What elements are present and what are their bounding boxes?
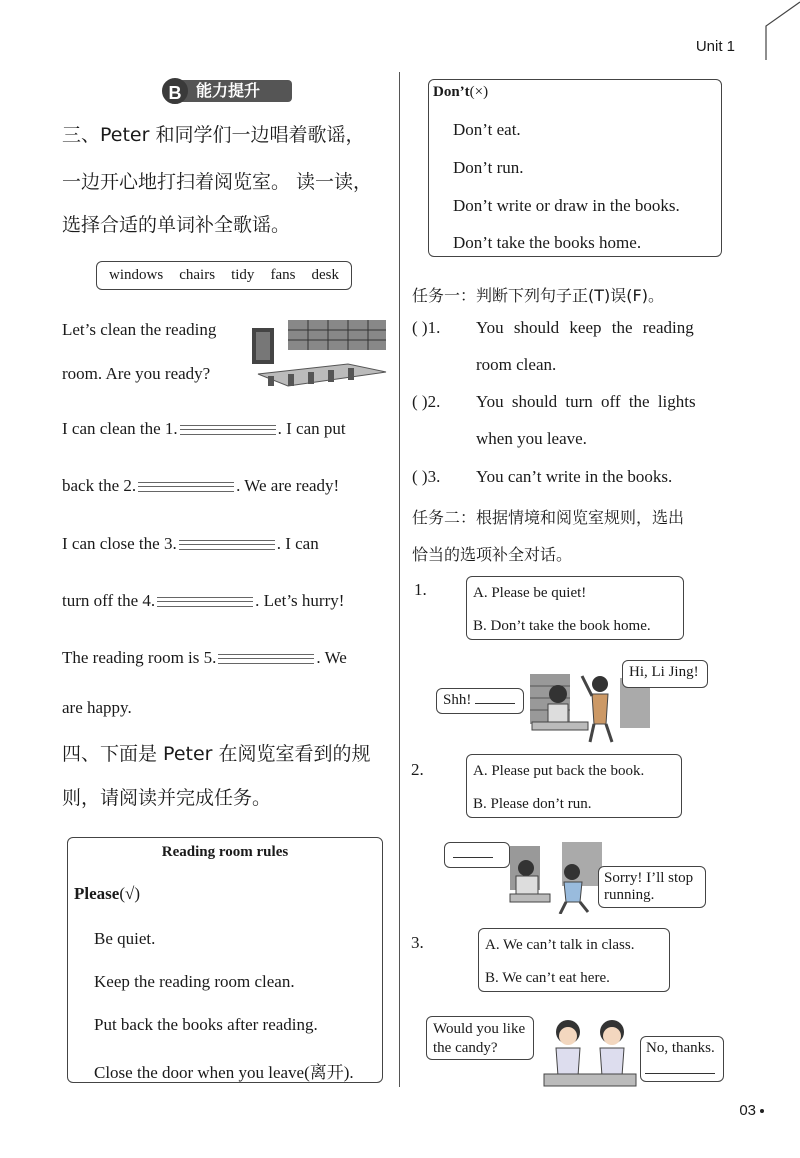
answer-blank-1[interactable] [180,425,276,435]
section-badge [162,78,292,104]
please-rule: Put back the books after reading. [94,1015,318,1034]
dont-rule: Don’t eat. [453,120,521,139]
task1-item-1-line1: You should keep the reading [476,318,694,337]
dont-rule: Don’t take the books home. [453,233,642,252]
task2-title-line-1: 任务二：根据情境和阅览室规则，选出 [412,508,685,527]
answer-blank[interactable] [453,857,493,858]
page-number: 03 [739,1102,756,1119]
task1-item-1: ( )1. [412,318,441,337]
corner-decoration [754,0,800,60]
q3-title-line-2: 一边开心地打扫着阅览室。 读一读， [62,171,373,193]
badge-title: 能力提升 [176,80,292,102]
task2-item-number: 1. [414,580,427,599]
chant-line-2: room. Are you ready? [62,364,211,383]
word-bank [96,261,352,290]
task1-item-3-line1: You can’t write in the books. [476,467,673,486]
task1-item-2-line1: You should turn off the lights [476,392,696,411]
answer-blank[interactable] [475,703,515,704]
speech-bubble-reply: No, thanks. [640,1036,724,1082]
please-heading: Please(√) [74,884,140,903]
chant-line-8: are happy. [62,698,132,717]
answer-blank-3[interactable] [179,540,275,550]
please-rule: Close the door when you leave(离开). [94,1063,354,1082]
chant-line-5: I can close the 3. . I can [62,534,319,553]
word-bank-item: tidy [231,267,255,283]
task1-item-2-line2: when you leave. [476,429,587,448]
q4-title-line-2: 则，请阅读并完成任务。 [62,787,272,809]
please-rules-box [67,837,383,1083]
answer-blank-2[interactable] [138,482,234,492]
rules-title: Reading room rules [161,844,289,860]
speech-bubble-greeting: Hi, Li Jing! [622,660,708,688]
task1-item-1-line2: room clean. [476,355,557,374]
q4-title-line-1: 四、下面是 Peter 在阅览室看到的规 [62,743,371,765]
q3-title-line-3: 选择合适的单词补全歌谣。 [62,214,291,236]
chant-line-1: Let’s clean the reading [62,320,217,339]
word-bank-item: desk [311,267,339,283]
option-a[interactable]: A. Please put back the book. [473,763,645,779]
dont-heading: Don’t(×) [433,84,489,100]
chant-line-7: The reading room is 5. . We [62,648,347,667]
answer-blank-4[interactable] [157,597,253,607]
word-bank-item: chairs [179,267,216,283]
task2-item-number: 2. [411,760,424,779]
speech-bubble-shh: Shh! [436,688,524,714]
speech-bubble-sorry: Sorry! I’ll stop running. [598,866,706,908]
task2-title-line-2: 恰当的选项补全对话。 [412,545,573,564]
page-dot [760,1109,764,1113]
chant-line-6: turn off the 4. . Let’s hurry! [62,591,345,610]
chant-line-3: I can clean the 1. . I can put [62,419,346,438]
task1-item-2: ( )2. [412,392,441,411]
answer-paren[interactable]: ( ) [412,392,428,411]
option-b[interactable]: B. Don’t take the book home. [473,618,651,634]
column-divider [399,72,400,1087]
badge-letter: B [162,78,188,104]
please-rule: Be quiet. [94,929,156,948]
answer-paren[interactable]: ( ) [412,318,428,337]
task2-item-number: 3. [411,933,424,952]
task1-title: 任务一：判断下列句子正(T)误(F)。 [412,286,664,305]
word-bank-item: windows [109,267,164,283]
option-a[interactable]: A. Please be quiet! [473,585,587,601]
dont-rules-box [428,79,722,257]
please-rule: Keep the reading room clean. [94,972,295,991]
speech-bubble-answer [444,842,510,868]
options-box-3 [478,928,670,992]
answer-paren[interactable]: ( ) [412,467,428,486]
answer-blank-5[interactable] [218,654,314,664]
options-box-1 [466,576,684,640]
option-b[interactable]: B. We can’t eat here. [485,970,610,986]
reading-room-illustration [248,316,390,388]
q3-title-line-1: 三、Peter 和同学们一边唱着歌谣， [62,124,365,146]
speech-bubble-offer: Would you like the candy? [426,1016,534,1060]
dont-rule: Don’t run. [453,158,524,177]
answer-blank[interactable] [645,1073,715,1074]
dont-rule: Don’t write or draw in the books. [453,196,680,215]
scene-3-illustration [540,1016,640,1088]
option-a[interactable]: A. We can’t talk in class. [485,937,635,953]
options-box-2 [466,754,682,818]
chant-line-4: back the 2. . We are ready! [62,476,340,495]
option-b[interactable]: B. Please don’t run. [473,796,592,812]
task1-item-3: ( )3. [412,467,441,486]
unit-label: Unit 1 [695,38,735,55]
word-bank-item: fans [270,267,296,283]
scene-2-illustration [508,842,604,914]
